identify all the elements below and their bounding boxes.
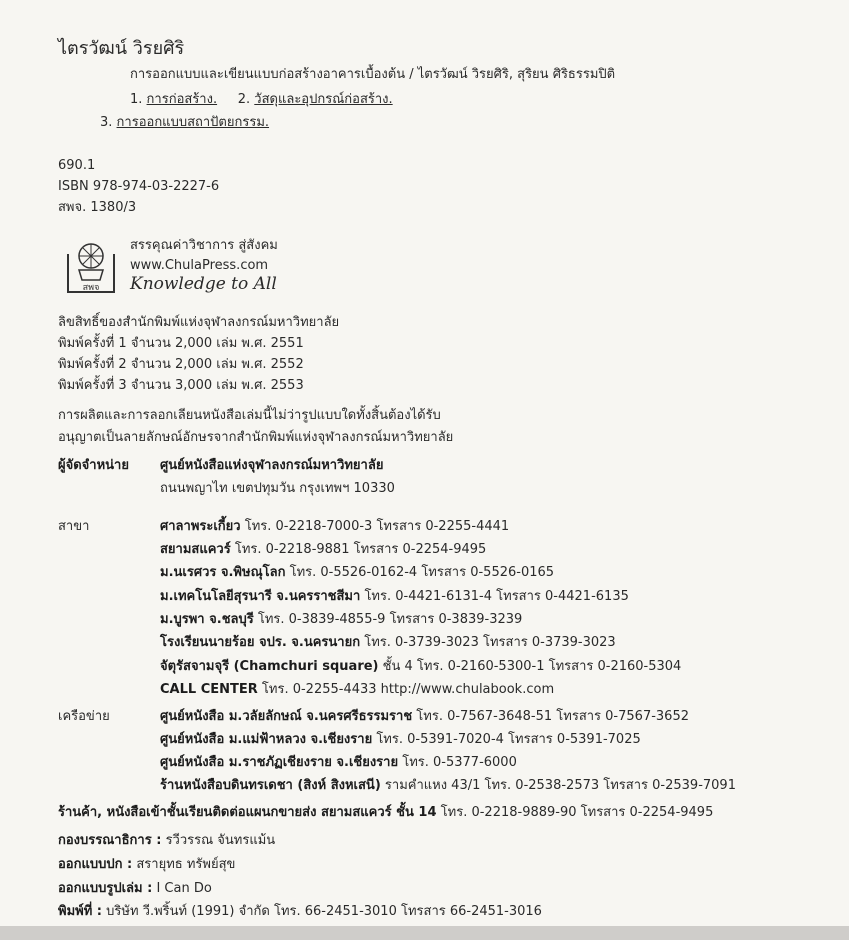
distributor-label: ผู้จัดจำหน่าย: [58, 458, 129, 473]
credit-line: [58, 857, 235, 873]
network-contact: รามคำแหง 43/1 โทร. 0-2538-2573 โทรสาร 0-2539-7091: [384, 778, 736, 793]
network-label: เครือข่าย: [58, 709, 110, 724]
branch-item: [160, 565, 554, 581]
branch-contact: ชั้น 4 โทร. 0-2160-5300-1 โทรสาร 0-2160-5304: [382, 659, 682, 674]
branch-name: โรงเรียนนายร้อย จปร. จ.นครนายก: [160, 635, 361, 650]
branch-contact: โทร. 0-2218-9881 โทรสาร 0-2254-9495: [234, 542, 487, 557]
subject-num: 2.: [237, 92, 251, 107]
credit-line: [58, 833, 275, 849]
branch-contact: โทร. 0-5526-0162-4 โทรสาร 0-5526-0165: [289, 565, 555, 580]
branch-item: [160, 542, 486, 558]
reproduction-notice: อนุญาตเป็นลายลักษณ์อักษรจากสำนักพิมพ์แห่งจุฬาลงกรณ์มหาวิทยาลัย: [58, 430, 454, 445]
branch-name: ม.นเรศวร จ.พิษณุโลก: [160, 565, 286, 580]
credit-line: [58, 881, 212, 897]
credit-value: บริษัท วี.พริ้นท์ (1991) จำกัด โทร. 66-2451-3010 โทรสาร 66-2451-3016: [106, 904, 542, 919]
subject-num: 1.: [130, 92, 143, 107]
credit-value: รวีวรรณ จันทรแม้น: [165, 833, 276, 848]
branch-contact: โทร. 0-2255-4433 http://www.chulabook.com: [261, 682, 555, 697]
network-item: [160, 778, 736, 794]
branch-contact: โทร. 0-2218-7000-3 โทรสาร 0-2255-4441: [244, 519, 510, 534]
credit-value: I Can Do: [156, 881, 212, 896]
edition-line: พิมพ์ครั้งที่ 2 จำนวน 2,000 เล่ม พ.ศ. 2552: [58, 357, 304, 372]
publisher-slogan: สรรคุณค่าวิชาการ สู่สังคม: [130, 238, 278, 253]
edition-line: พิมพ์ครั้งที่ 3 จำนวน 3,000 เล่ม พ.ศ. 2553: [58, 378, 304, 393]
network-name: ศูนย์หนังสือ ม.แม่ฟ้าหลวง จ.เชียงราย: [160, 732, 373, 747]
network-item: [160, 755, 517, 771]
network-contact: โทร. 0-7567-3648-51 โทรสาร 0-7567-3652: [416, 709, 689, 724]
publisher-website: www.ChulaPress.com: [130, 258, 269, 273]
subject-headings-2: [100, 115, 269, 131]
branch-item: [160, 519, 509, 535]
scan-edge: [0, 926, 849, 940]
network-item: [160, 732, 641, 748]
branch-name: สยามสแควร์: [160, 542, 231, 557]
branch-name: ม.บูรพา จ.ชลบุรี: [160, 612, 254, 627]
network-contact: โทร. 0-5377-6000: [402, 755, 517, 770]
subject-heading: วัสดุและอุปกรณ์ก่อสร้าง.: [254, 92, 393, 107]
branch-item: [160, 682, 554, 698]
branch-contact: โทร. 0-3839-4855-9 โทรสาร 0-3839-3239: [257, 612, 523, 627]
chula-press-logo: [64, 240, 118, 296]
branches-label: สาขา: [58, 519, 90, 534]
distributor-address: ถนนพญาไท เขตปทุมวัน กรุงเทพฯ 10330: [160, 481, 395, 496]
network-name: ศูนย์หนังสือ ม.วลัยลักษณ์ จ.นครศรีธรรมราช: [160, 709, 413, 724]
network-contact: โทร. 0-5391-7020-4 โทรสาร 0-5391-7025: [376, 732, 641, 747]
branch-name: ศาลาพระเกี้ยว: [160, 519, 241, 534]
credit-label: ออกแบบรูปเล่ม :: [58, 881, 153, 896]
reproduction-notice: การผลิตและการลอกเลียนหนังสือเล่มนี้ไม่ว่ารูปแบบใดทั้งสิ้นต้องได้รับ: [58, 408, 441, 423]
branch-item: [160, 659, 681, 675]
subject-num: 3.: [100, 115, 113, 130]
edition-line: พิมพ์ครั้งที่ 1 จำนวน 2,000 เล่ม พ.ศ. 2551: [58, 336, 304, 351]
publisher-tagline: Knowledge to All: [130, 274, 277, 294]
branch-item: [160, 612, 522, 628]
branch-item: [160, 589, 629, 605]
branch-contact: โทร. 0-3739-3023 โทรสาร 0-3739-3023: [364, 635, 616, 650]
credit-label: ออกแบบปก :: [58, 857, 133, 872]
catalog-title: การออกแบบและเขียนแบบก่อสร้างอาคารเบื้องต้น / ไตรวัฒน์ วิรยศิริ, สุริยน ศิริธรรมปิติ: [130, 67, 616, 82]
credit-line: [58, 904, 542, 920]
wholesale-contact: โทร. 0-2218-9889-90 โทรสาร 0-2254-9495: [440, 805, 714, 820]
credit-label: กองบรรณาธิการ :: [58, 833, 162, 848]
branch-name: จัตุรัสจามจุรี (Chamchuri square): [160, 659, 379, 674]
credit-value: สรายุทธ ทรัพย์สุข: [136, 857, 236, 872]
wholesale-name: ร้านค้า, หนังสือเข้าชั้นเรียนติดต่อแผนกขายส่ง สยามสแควร์ ชั้น 14: [58, 805, 437, 820]
branch-item: [160, 635, 616, 651]
author-name: ไตรวัฒน์ วิรยศิริ: [58, 38, 185, 59]
branch-contact: โทร. 0-4421-6131-4 โทรสาร 0-4421-6135: [364, 589, 629, 604]
isbn: ISBN 978-974-03-2227-6: [58, 179, 220, 194]
subject-heading: การก่อสร้าง.: [146, 92, 218, 107]
publisher-code: สพจ. 1380/3: [58, 200, 137, 215]
network-name: ศูนย์หนังสือ ม.ราชภัฏเชียงราย จ.เชียงราย: [160, 755, 399, 770]
copyright-line: ลิขสิทธิ์ของสำนักพิมพ์แห่งจุฬาลงกรณ์มหาวิทยาลัย: [58, 315, 340, 330]
credit-label: พิมพ์ที่ :: [58, 904, 103, 919]
subject-headings: [130, 92, 393, 108]
logo-text: สพจ: [82, 283, 100, 293]
network-name: ร้านหนังสือบดินทรเดชา (สิงห์ สิงหเสนี): [160, 778, 381, 793]
wholesale-line: [58, 805, 713, 821]
subject-heading: การออกแบบสถาปัตยกรรม.: [116, 115, 270, 130]
branch-name: ม.เทคโนโลยีสุรนารี จ.นครราชสีมา: [160, 589, 361, 604]
branch-name: CALL CENTER: [160, 682, 258, 697]
classification-number: 690.1: [58, 158, 96, 173]
distributor-name: ศูนย์หนังสือแห่งจุฬาลงกรณ์มหาวิทยาลัย: [160, 458, 384, 473]
network-item: [160, 709, 689, 725]
